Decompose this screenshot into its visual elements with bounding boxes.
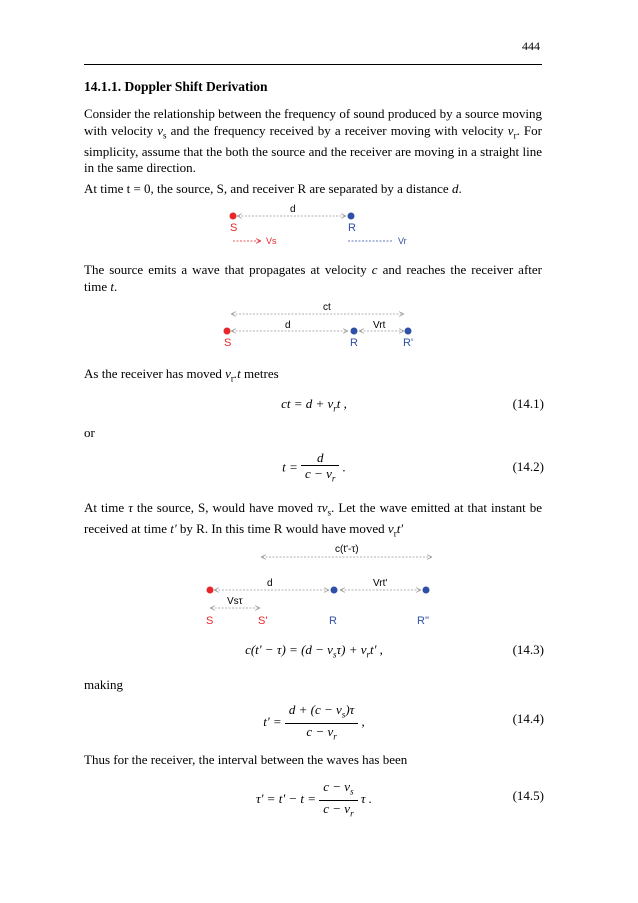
diagram-second-wave [195,540,445,632]
paragraph-initial-separation: At time t = 0, the source, S, and receiver R are separated by a distance d. [84,181,462,196]
source-label: S [230,222,238,234]
equation-number-14-1: (14.1) [512,396,544,411]
equation-number-14-4: (14.4) [512,711,544,726]
diagram-initial-positions [220,200,430,250]
header-rule [84,64,542,65]
vrt-label: Vrt [373,320,386,331]
receiver-label: R [350,337,358,349]
paragraph-propagation: The source emits a wave that propagates at velocity c and reaches the receiver after time t. [84,262,542,294]
equation-number-14-2: (14.2) [512,459,544,474]
equation-14-3: $c(t' - \tau) = (d - v_s\tau) + v_rt'$ , [245,642,383,660]
source-dot [230,213,237,220]
text-making: making [84,677,123,692]
d-label: d [285,320,291,331]
vrtp-label: Vrt' [373,578,388,589]
source-dot [207,587,214,594]
source-dot [224,328,231,335]
source-moved-label: S' [258,615,268,627]
receiver-moved-label: R'' [417,615,430,627]
vr-label: Vr [398,236,407,246]
equation-14-4: t' = $\frac{d + (c - v_s)\tau}{c - v_r}$ , [263,702,365,742]
vs-label: Vs [266,236,277,246]
receiver-dot [351,328,358,335]
vstau-label: Vsτ [227,596,243,607]
receiver-moved-label: R' [403,337,414,349]
receiver-dot [348,213,355,220]
paragraph-source-moved: At time τ the source, S, would have moved $\tau v_s$. Let the wave emitted at that instant be received at time t' by R. In this time R would have moved $v_rt'$ [84,500,543,539]
paragraph-intro: Consider the relationship between the frequency of sound produced by a source moving with velocity $v_s$ and the frequency received by a receiver moving with velocity $v_r$. For simplicity, assume that the both the source and the receiver are moving in a straight line in the same direction. [84,106,542,176]
text-or: or [84,425,95,440]
receiver-dot [331,587,338,594]
page-number: 444 [522,39,540,53]
equation-number-14-5: (14.5) [512,788,544,803]
d-label: d [267,578,273,589]
equation-14-2: t = $\frac{d}{c - v_r}$ . [282,450,346,484]
receiver-moved-dot [405,328,412,335]
source-label: S [224,337,232,349]
equation-14-5: τ' = t' − t = $\frac{c - v_s}{c - v_r}$ τ . [256,779,372,819]
section-heading: 14.1.1. Doppler Shift Derivation [84,79,268,94]
ct-label: ct [323,302,331,313]
receiver-label: R [329,615,337,627]
d-label: d [290,204,296,215]
receiver-moved-dot [423,587,430,594]
ctp-label: c(t'-τ) [335,544,359,555]
receiver-label: R [348,222,356,234]
source-label: S [206,615,214,627]
paragraph-receiver-moved: As the receiver has moved $v_r.t$ metres [84,366,279,384]
paragraph-interval: Thus for the receiver, the interval between the waves has been [84,752,408,767]
diagram-receiver-moved [215,298,430,350]
equation-number-14-3: (14.3) [512,642,544,657]
equation-14-1: ct = $d + v_rt$ , [281,396,347,414]
